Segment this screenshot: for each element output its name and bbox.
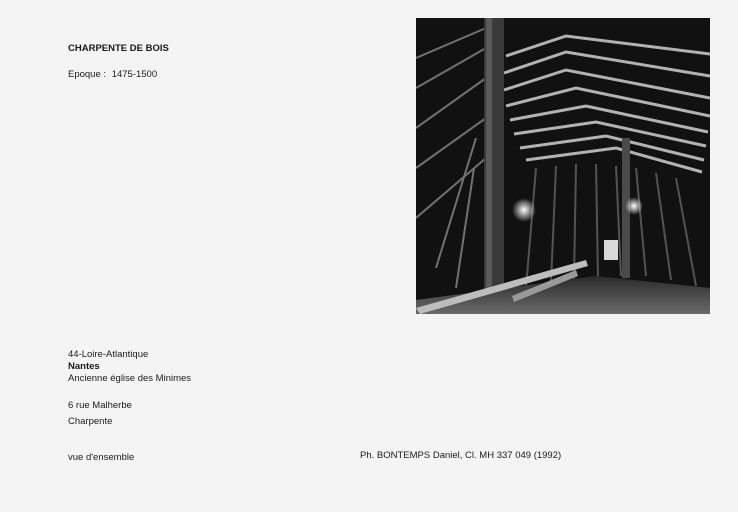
city: Nantes [68,361,100,372]
building-name: Ancienne église des Minimes [68,373,192,384]
photo-drawing [416,18,710,314]
roof-framework-photo [416,18,710,314]
record-title: CHARPENTE DE BOIS [68,43,169,54]
epoque-row [68,69,157,80]
department: 44-Loire-Atlantique [68,349,149,360]
epoque-label: Epoque : [68,69,107,80]
epoque-value: 1475-1500 [111,69,158,80]
element-type: Charpente [68,416,113,427]
photo-credit: Ph. BONTEMPS Daniel, Cl. MH 337 049 (1992) [360,450,562,461]
address: 6 rue Malherbe [68,400,132,411]
view-type: vue d'ensemble [68,452,135,463]
